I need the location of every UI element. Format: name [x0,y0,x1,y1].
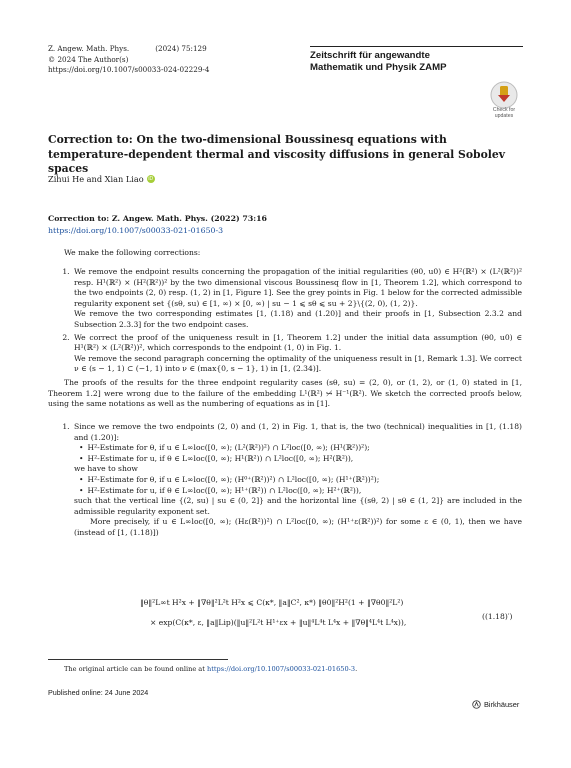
proof-1-conclusion: such that the vertical line {(2, su) | su ∈ (0, 2]} and the horizontal line {(sθ, 2) | sθ ∈ (1, 2]} are included in the admissible regularity exponent set. [74,496,522,516]
correction-1-note: We remove the two corresponding estimates [1, (1.18) and (1.20)] and their proofs in [1, Subsection 2.3.2 and Subsection 2.3.3] for the two endpoint cases. [74,309,522,329]
equation-line-2: × exp(C(κ*, ε, ‖a‖Lip)(‖u‖²L²t H¹⁺εx + ‖u‖⁴L⁴t L⁴x + ‖∇θ‖⁴L⁴t L⁴x)), [150,618,407,627]
proof-1-text: 1. Since we remove the two endpoints (2, 0) and (1, 2) in Fig. 1, that is, the two (technical) inequalities in [1, (1.18) and (1.20)]: [74,422,522,442]
estimate-bullet: • H²-Estimate for θ, if u ∈ L∞loc([0, ∞); (L²(ℝ²))²) ∩ L²loc([0, ∞); (H¹(ℝ²))²); [88,443,522,454]
published-date: Published online: 24 June 2024 [48,688,149,697]
correction-item-2 [72,333,522,375]
proof-item-1 [72,422,522,539]
estimate-bullet: • H²-Estimate for u, if θ ∈ L∞loc([0, ∞); H¹(ℝ²)) ∩ L²loc([0, ∞); H²(ℝ²)), [88,454,522,465]
article-doi-link[interactable]: https://doi.org/10.1007/s00033-024-02229-4 [48,65,210,74]
correction-item-1 [72,267,522,331]
citation: (2024) 75:129 [155,44,207,53]
equation-number: ((1.18)′) [482,612,513,621]
proof-1-precise: More precisely, if u ∈ L∞loc([0, ∞); (Hε(ℝ²))²) ∩ L²loc([0, ∞); (H¹⁺ε(ℝ²))²) for some ε ∈ (0, 1), then we have (instead of [1, (1.18)]) [74,517,522,537]
proof-sketch-list [48,422,522,541]
estimate-bullet: • H²-Estimate for u, if θ ∈ L∞loc([0, ∞); H¹⁺(ℝ²)) ∩ L²loc([0, ∞); H²⁺(ℝ²)), [88,486,522,497]
publisher [472,700,519,709]
footnote: The original article can be found online at https://doi.org/10.1007/s00033-021-01650-3. [64,665,358,673]
copyright: © 2024 The Author(s) [48,54,129,64]
proof-intro-paragraph: The proofs of the results for the three endpoint regularity cases (sθ, su) = (2, 0), or (1, 2), or (1, 0) stated in [1, Theorem 1.2] were wrong due to the failure of the embedding L¹(ℝ²) ↪̸ H⁻¹(ℝ²). We sketch the corrected proofs below, using the same notations as well as the numbering of equations as in [1]. [48,378,522,409]
footnote-text: The original article can be found online at [64,665,205,673]
equation-line-1: ‖θ‖²L∞t H²x + ‖∇θ‖²L²t H²x ⩽ C(κ*, ‖a‖C², κ*) ‖θ0‖²H²(1 + ‖∇θ0‖²L²) [140,598,404,607]
footnote-rule [48,659,228,660]
correction-2-note: We remove the second paragraph concerning the optimality of the uniqueness result in [1, Remark 1.3]. We correct ν ∈ (s − 1, 1) ⊂ (−1, 1) into ν ∈ (max{0, s − 1}, 1) in [1, (2.34)]. [74,353,522,374]
journal-title-line2: Mathematik und Physik ZAMP [310,61,447,73]
publisher-logo-icon [472,700,481,709]
corrections-list [48,267,522,377]
proof-1-transition: we have to show [74,464,138,474]
check-for-updates-icon[interactable] [489,80,519,110]
estimate-bullet: • H²-Estimate for θ, if u ∈ L∞loc([0, ∞); (H⁰⁺(ℝ²))²) ∩ L²loc([0, ∞); (H¹⁺(ℝ²))²); [88,475,522,486]
intro-paragraph: We make the following corrections: [64,248,201,257]
article-title: Correction to: On the two-dimensional Boussinesq equations with temperature-dependent thermal and viscosity diffusions in general Sobolev spaces [48,133,506,175]
author-names: Zihui He and Xian Liao [48,174,144,184]
journal-short: Z. Angew. Math. Phys. [48,44,130,53]
correction-2-text: 2. We correct the proof of the uniqueness result in [1, Theorem 1.2] under the initial data assumption (θ0, u0) ∈ H¹(ℝ²) × (L²(ℝ²))², which corresponds to the endpoint (1, 0) in Fig. 1. [74,332,522,353]
running-header [48,44,209,76]
journal-title-line1: Zeitschrift für angewandte [310,50,430,61]
footnote-link[interactable]: https://doi.org/10.1007/s00033-021-01650-3 [207,665,356,673]
authors [48,174,155,184]
correction-reference: Correction to: Z. Angew. Math. Phys. (2022) 73:16 [48,214,267,223]
correction-1-text: 1. We remove the endpoint results concerning the propagation of the initial regularities (θ0, u0) ∈ H²(ℝ²) × (L²(ℝ²))² resp. H¹(ℝ²) × (H²(ℝ²))² by the two dimensional viscous Boussinesq flow in [1, Theorem 1.2], which correspond to the two endpoints (2, 0) resp. (1, 2) in [1, Figure 1]. See the grey points in Fig. 1 below for the corrected admissible regularity exponent set {(sθ, su) ∈ [1, ∞) × [0, ∞) | su − 1 ⩽ sθ ⩽ su + 2}\{(2, 0), (1, 2)}. [74,267,522,308]
check-for-updates-label: Check for updates [492,107,516,119]
journal-title [310,46,523,73]
orcid-icon[interactable]: iD [148,176,154,182]
original-doi-link[interactable]: https://doi.org/10.1007/s00033-021-01650-3 [48,226,224,235]
publisher-name: Birkhäuser [484,700,520,709]
